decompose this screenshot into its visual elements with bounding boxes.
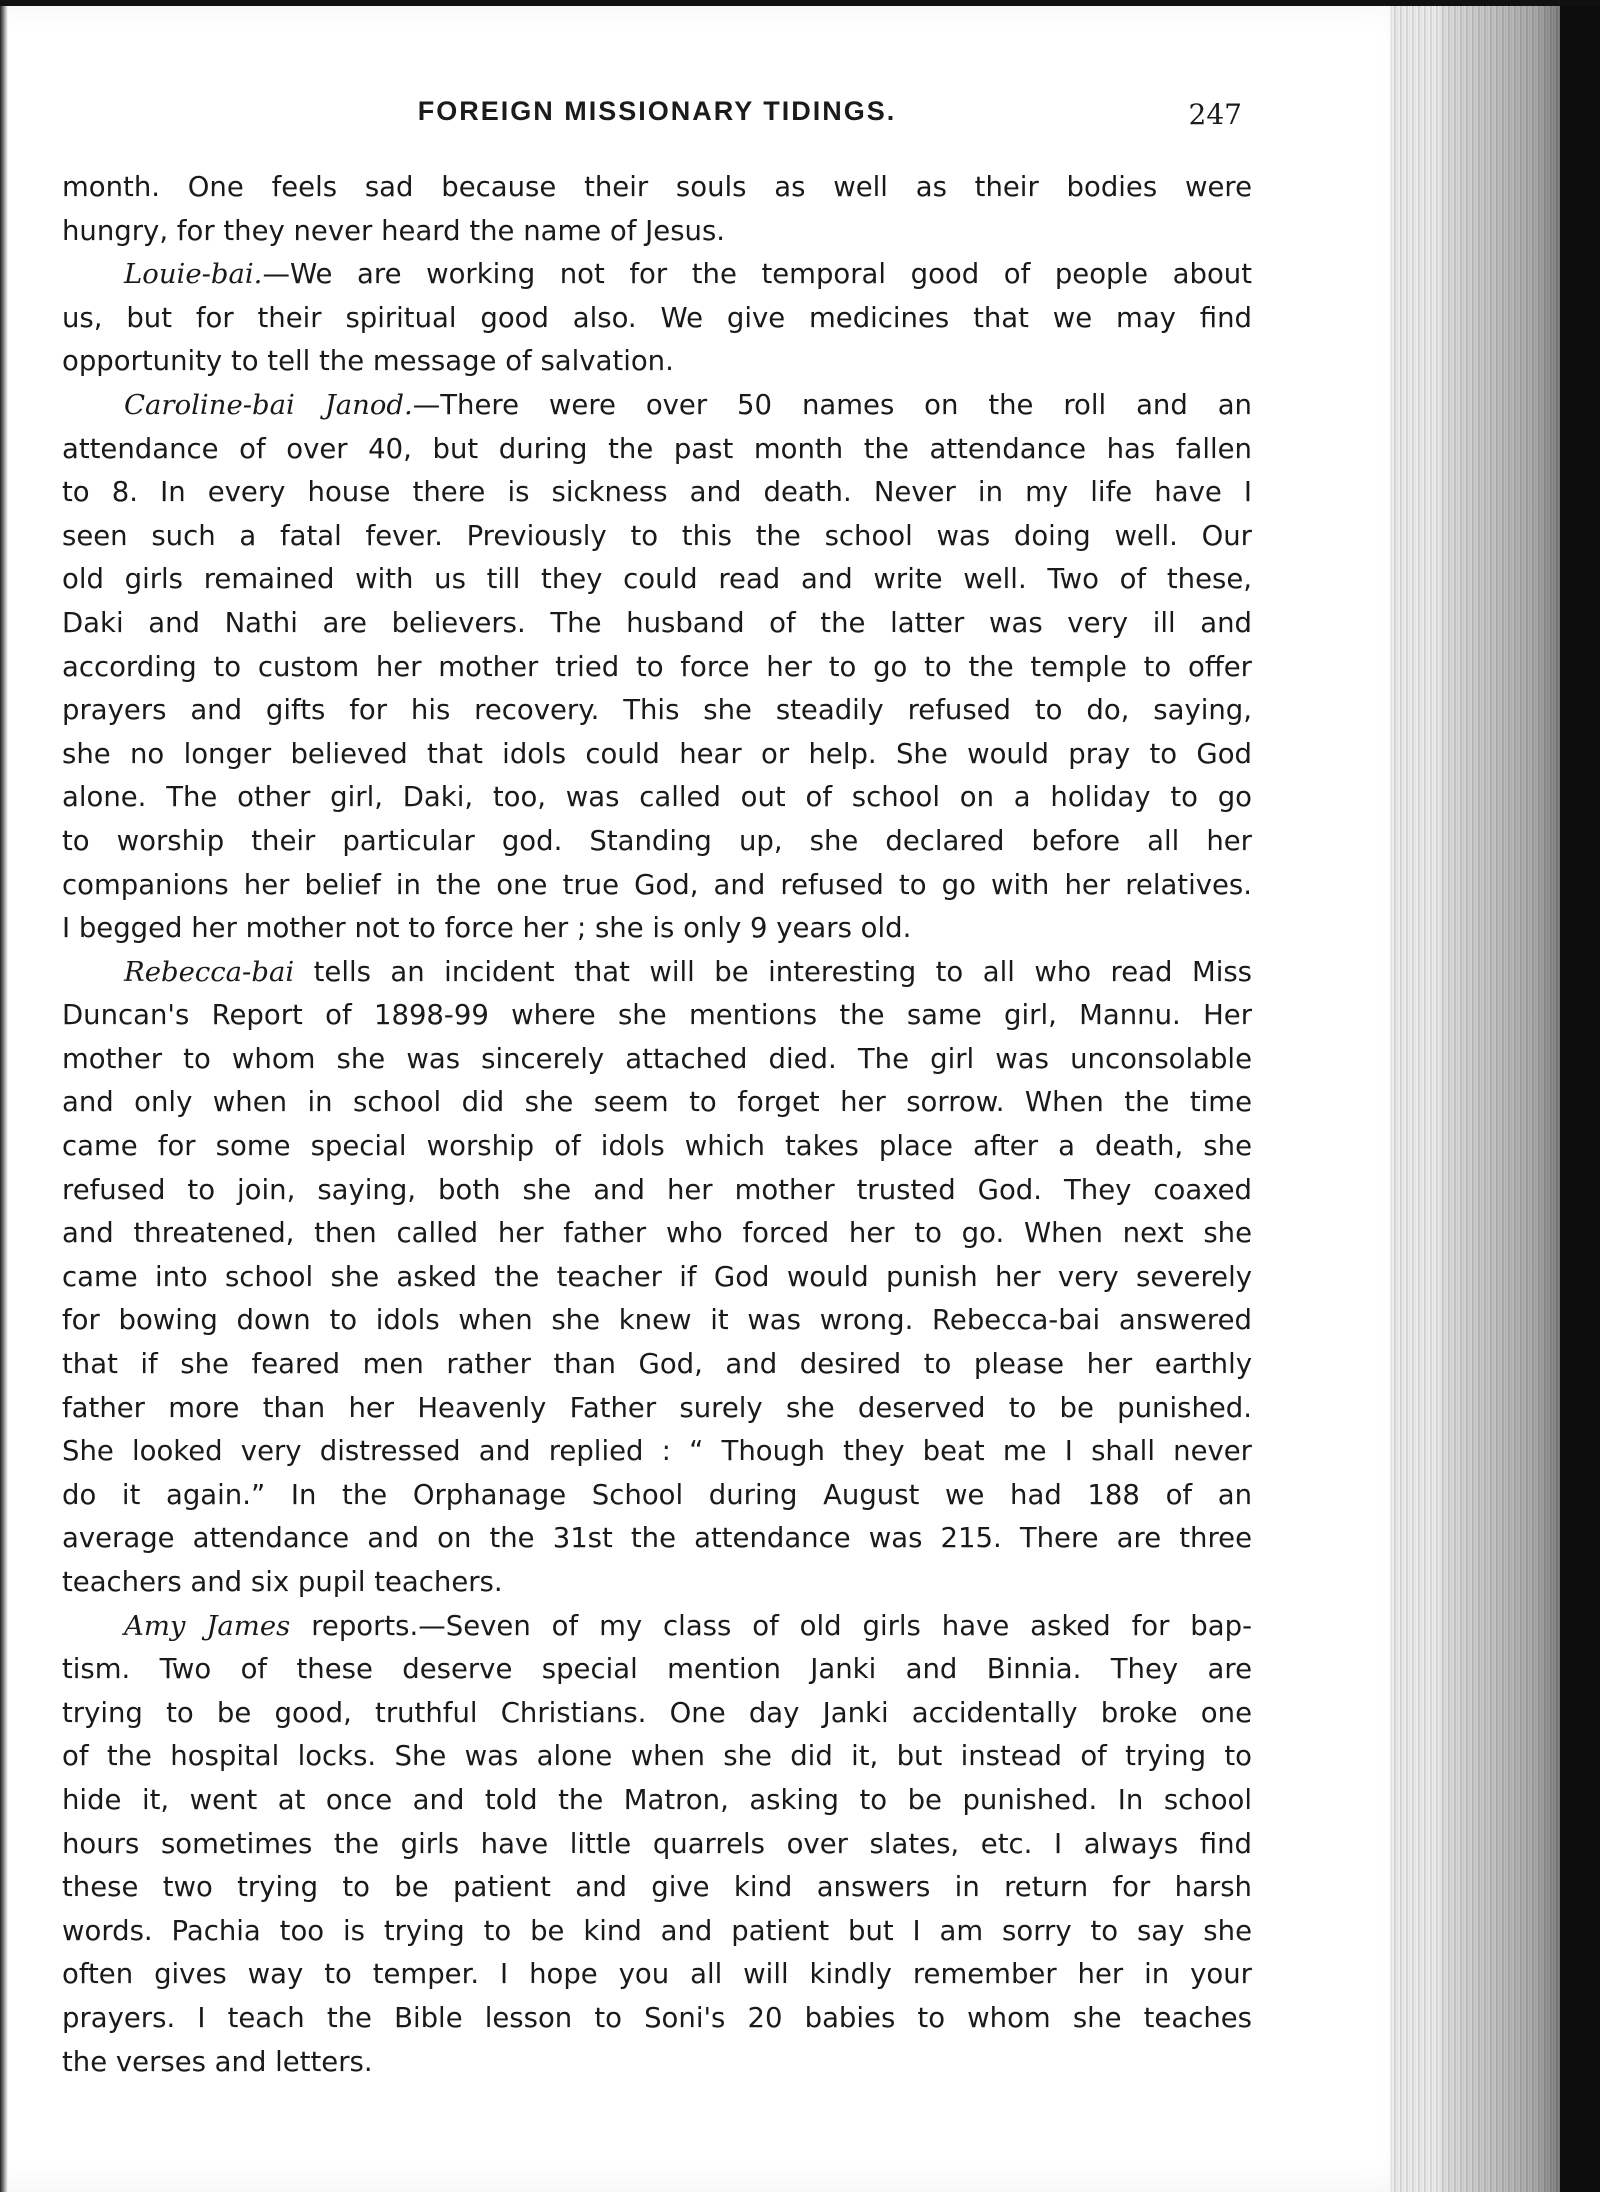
text-span: —There were over 50 names on the roll and an bbox=[412, 388, 1252, 421]
text-line: these two trying to be patient and give kind answers in return for harsh bbox=[62, 1871, 1252, 1904]
text-line: hungry, for they never heard the name of Jesus. bbox=[62, 214, 726, 247]
text-line: to worship their particular god. Standing up, she declared before all her bbox=[62, 824, 1252, 857]
text-line: father more than her Heavenly Father surely she deserved to be punished. bbox=[62, 1391, 1252, 1424]
text-line: refused to join, saying, both she and her mother trusted God. They coaxed bbox=[62, 1173, 1252, 1206]
text-line: to 8. In every house there is sickness and death. Never in my life have I bbox=[62, 476, 1252, 509]
speaker-name: Caroline-bai Janod. bbox=[124, 388, 413, 421]
speaker-name: Amy James bbox=[124, 1609, 291, 1642]
text-line: Daki and Nathi are believers. The husband of the latter was very ill and bbox=[62, 606, 1252, 639]
text-line: average attendance and on the 31st the attendance was 215. There are three bbox=[62, 1522, 1252, 1555]
text-line: attendance of over 40, but during the past month the attendance has fallen bbox=[62, 432, 1252, 465]
text-line: came into school she asked the teacher if God would punish her very severely bbox=[62, 1260, 1252, 1293]
text-line: She looked very distressed and replied : “ Though they beat me I shall never bbox=[62, 1435, 1252, 1468]
text-span: tells an incident that will be interesting to all who read Miss bbox=[294, 955, 1252, 988]
paragraph-first-line bbox=[62, 253, 1252, 297]
text-line: month. One feels sad because their souls as well as their bodies were bbox=[62, 171, 1252, 203]
text-line: tism. Two of these deserve special mention Janki and Binnia. They are bbox=[62, 1653, 1252, 1686]
page-number: 247 bbox=[1188, 98, 1242, 131]
speaker-name: Louie-bai. bbox=[124, 258, 263, 291]
scan-top-border bbox=[0, 0, 1600, 6]
text-line: alone. The other girl, Daki, too, was called out of school on a holiday to go bbox=[62, 781, 1252, 814]
text-line: that if she feared men rather than God, and desired to please her earthly bbox=[62, 1348, 1252, 1381]
text-line: of the hospital locks. She was alone when she did it, but instead of trying to bbox=[62, 1740, 1252, 1773]
text-line: for bowing down to idols when she knew it was wrong. Rebecca-bai answered bbox=[62, 1304, 1252, 1337]
text-line: prayers. I teach the Bible lesson to Soni's 20 babies to whom she teaches bbox=[62, 2001, 1252, 2034]
text-line: old girls remained with us till they could read and write well. Two of these, bbox=[62, 563, 1252, 596]
text-line: companions her belief in the one true God, and refused to go with her relatives. bbox=[62, 868, 1252, 901]
text-line: often gives way to temper. I hope you all will kindly remember her in your bbox=[62, 1958, 1252, 1991]
text-line: Duncan's Report of 1898-99 where she mentions the same girl, Mannu. Her bbox=[62, 999, 1252, 1032]
text-line: words. Pachia too is trying to be kind and patient but I am sorry to say she bbox=[62, 1914, 1252, 1947]
page-gutter bbox=[0, 0, 8, 2192]
text-line: opportunity to tell the message of salvation. bbox=[62, 345, 674, 378]
body-text bbox=[62, 166, 1252, 2084]
text-line: and threatened, then called her father who forced her to go. When next she bbox=[62, 1217, 1252, 1250]
text-line: according to custom her mother tried to force her to go to the temple to offer bbox=[62, 650, 1252, 683]
text-line: came for some special worship of idols which takes place after a death, she bbox=[62, 1130, 1252, 1163]
speaker-name: Rebecca-bai bbox=[124, 955, 295, 988]
paragraph-first-line bbox=[62, 384, 1252, 428]
text-line: us, but for their spiritual good also. We give medicines that we may find bbox=[62, 301, 1252, 334]
text-span: —We are working not for the temporal good of people about bbox=[262, 258, 1252, 291]
text-line: prayers and gifts for his recovery. This she steadily refused to do, saying, bbox=[62, 694, 1252, 727]
running-head: FOREIGN MISSIONARY TIDINGS. bbox=[417, 96, 897, 126]
text-line: teachers and six pupil teachers. bbox=[62, 1566, 503, 1598]
text-line: I begged her mother not to force her ; she is only 9 years old. bbox=[62, 912, 912, 945]
text-line: hide it, went at once and told the Matron, asking to be punished. In school bbox=[62, 1783, 1252, 1816]
paragraph-first-line bbox=[62, 1605, 1252, 1649]
text-span: reports.—Seven of my class of old girls have asked for bap- bbox=[290, 1609, 1252, 1642]
text-line: hours sometimes the girls have little quarrels over slates, etc. I always find bbox=[62, 1827, 1252, 1860]
text-line: seen such a fatal fever. Previously to this the school was doing well. Our bbox=[62, 519, 1252, 552]
text-line: the verses and letters. bbox=[62, 2045, 373, 2078]
paragraph-first-line bbox=[62, 951, 1252, 995]
text-line: she no longer believed that idols could hear or help. She would pray to God bbox=[62, 737, 1252, 770]
text-line: mother to whom she was sincerely attached died. The girl was unconsolable bbox=[62, 1042, 1252, 1075]
text-line: trying to be good, truthful Christians. One day Janki accidentally broke one bbox=[62, 1696, 1252, 1729]
page-header bbox=[62, 96, 1252, 146]
text-line: do it again.” In the Orphanage School during August we had 188 of an bbox=[62, 1478, 1252, 1511]
book-cover-edge bbox=[1560, 6, 1600, 2192]
text-line: and only when in school did she seem to forget her sorrow. When the time bbox=[62, 1086, 1252, 1119]
